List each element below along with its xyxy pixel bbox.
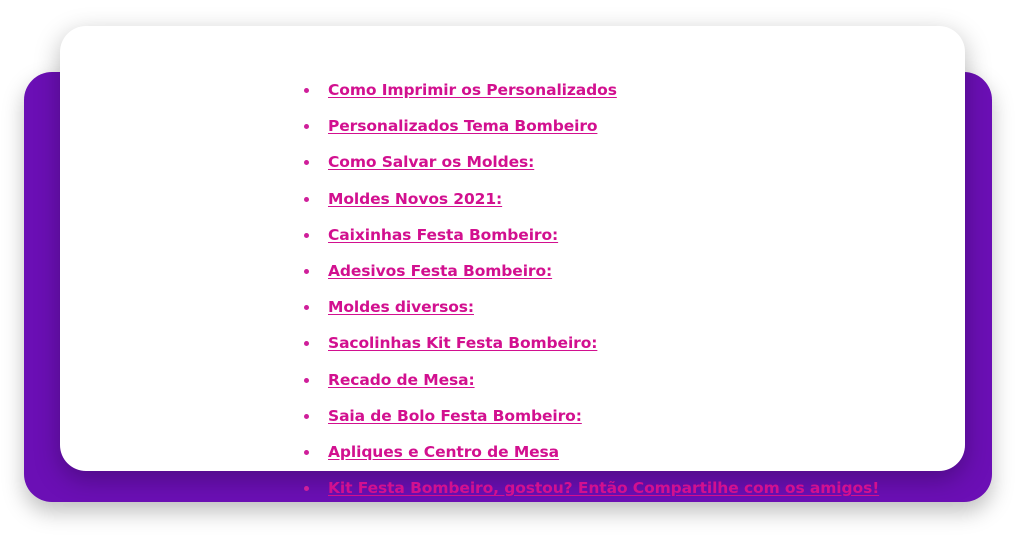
toc-link[interactable]: Como Imprimir os Personalizados <box>328 81 617 99</box>
toc-link[interactable]: Recado de Mesa: <box>328 370 475 389</box>
list-item[interactable] <box>300 325 879 361</box>
list-item[interactable] <box>300 217 879 253</box>
list-item[interactable] <box>300 72 879 108</box>
toc-link[interactable]: Como Salvar os Moldes: <box>328 153 535 172</box>
table-of-contents-list <box>300 72 879 506</box>
list-item[interactable] <box>300 398 879 434</box>
list-item[interactable] <box>300 434 879 470</box>
toc-link[interactable]: Caixinhas Festa Bombeiro: <box>328 225 559 244</box>
toc-link[interactable]: Apliques e Centro de Mesa <box>328 442 560 461</box>
toc-link[interactable]: Personalizados Tema Bombeiro <box>328 117 598 136</box>
toc-link[interactable]: Kit Festa Bombeiro, gostou? Então Compartilhe com os amigos! <box>328 479 880 498</box>
list-item[interactable] <box>300 144 879 180</box>
toc-link[interactable]: Saia de Bolo Festa Bombeiro: <box>328 406 582 425</box>
list-item[interactable] <box>300 289 879 325</box>
list-item[interactable] <box>300 108 879 144</box>
toc-link[interactable]: Sacolinhas Kit Festa Bombeiro: <box>328 334 598 353</box>
list-item[interactable] <box>300 470 879 506</box>
toc-link[interactable]: Adesivos Festa Bombeiro: <box>328 261 553 280</box>
list-item[interactable] <box>300 362 879 398</box>
list-item[interactable] <box>300 181 879 217</box>
toc-link[interactable]: Moldes diversos: <box>328 298 474 317</box>
content-card <box>60 26 965 498</box>
list-item[interactable] <box>300 253 879 289</box>
toc-link[interactable]: Moldes Novos 2021: <box>328 189 503 208</box>
